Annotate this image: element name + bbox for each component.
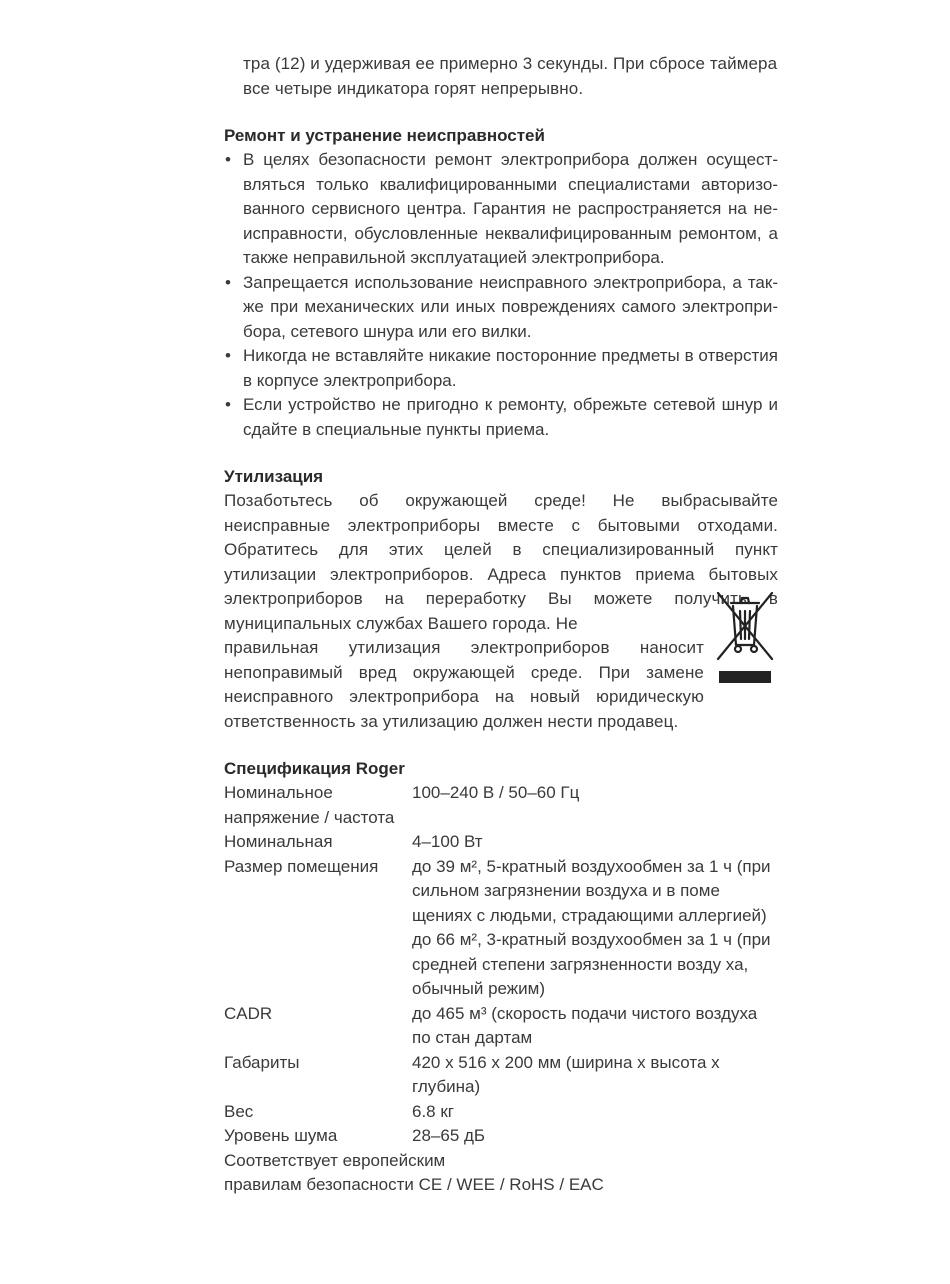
bullet-dot-icon: • — [225, 395, 231, 414]
spec-value: 6.8 кг — [412, 1101, 454, 1121]
spec-value: до 465 м³ (скорость подачи чистого воздуха по стан дартам — [412, 1003, 758, 1047]
repair-heading: Ремонт и устранение неисправностей — [224, 126, 545, 145]
repair-bullet-item — [224, 344, 778, 393]
repair-bullet-item — [224, 393, 778, 442]
spec-row — [224, 1124, 778, 1149]
repair-bullet-item — [224, 148, 778, 271]
spec-section — [224, 757, 778, 1198]
spec-value: 420 х 516 х 200 мм (ширина х высота х глубина) — [412, 1052, 720, 1096]
spec-row — [224, 855, 778, 1002]
spec-row — [224, 1100, 778, 1125]
spec-key: Габариты — [224, 1052, 300, 1072]
repair-bullet-item — [224, 271, 778, 345]
repair-bullet-text: Если устройство не пригодно к ремонту, обрежьте сетевой шнур и сдайте в специальные пункты приема. — [243, 395, 778, 439]
repair-bullet-list — [224, 148, 778, 442]
spec-row — [224, 781, 778, 830]
compliance-line-1: Соответствует европейским — [224, 1150, 446, 1170]
intro-line-2: все четыре индикатора горят непрерывно. — [243, 78, 584, 98]
repair-section — [224, 124, 778, 442]
spec-key: Номинальная — [224, 832, 333, 851]
spec-key: Вес — [224, 1101, 254, 1121]
intro-paragraph — [224, 52, 778, 101]
disposal-heading: Утилизация — [224, 467, 324, 486]
spec-row — [224, 1051, 778, 1100]
spec-key: CADR — [224, 1003, 273, 1023]
spec-key: Уровень шума — [224, 1126, 338, 1145]
repair-bullet-text: В целях безопасности ремонт электроприбора должен осуществляться только квалифицированными специалистами авторизованного сервисного центра. Гарантия не распространяется на неисправности, обусловленные неквалифицированным ремонтом, а также неправильной эксплуатацией электроприбора. — [243, 150, 778, 267]
repair-bullet-text: Никогда не вставляйте никакие посторонние предметы в отверстия в корпусе электроприбора. — [243, 346, 778, 390]
disposal-text-full: Позаботьтесь об окружающей среде! Не выбрасывайте неисправные электроприборы вместе с бытовыми отходами. Обратитесь для этих целей в специализированный пункт утилизации электроприборов. Адреса пунктов приема бытовых электроприборов на переработку Вы можете получить в муниципальных службах Вашего города. Не — [224, 491, 778, 633]
bin-underline-bar — [719, 671, 771, 683]
spec-heading: Спецификация Roger — [224, 759, 405, 778]
repair-bullet-text: Запрещается использование неисправного электроприбора, а также при механических или иных повреждениях самого электроприбора, сетевого шнура или его вилки. — [243, 272, 778, 341]
bullet-dot-icon: • — [225, 346, 231, 365]
spec-key: Номинальное напряжение / частота — [224, 783, 395, 827]
manual-page — [224, 52, 778, 1198]
spec-value: 100–240 В / 50–60 Гц — [412, 783, 580, 802]
spec-table — [224, 781, 778, 1149]
intro-line-1: тра (12) и удерживая ее примерно 3 секунды. При сбросе таймера — [243, 54, 778, 73]
disposal-text-narrow: правильная утилизация электроприборов наносит непоправимый вред окружающей среде. При замене неисправного электроприбора на новый юридическую ответственность за утилизацию должен нести продавец. — [224, 638, 704, 731]
compliance-line-2: правилам безопасности CE / WEE / RoHS / EAC — [224, 1175, 604, 1194]
spec-value: до 39 м², 5-кратный воздухообмен за 1 ч (при сильном загрязнении воздуха и в поме щениях с людьми, страдающими аллергией) до 66 м², 3-кратный воздухообмен за 1 ч (при средней степени загрязненности возду ха, обычный режим) — [412, 856, 771, 998]
spec-key: Размер помещения — [224, 856, 379, 876]
spec-value: 4–100 Вт — [412, 832, 483, 851]
bullet-dot-icon: • — [225, 272, 231, 292]
crossed-out-wheelie-bin-icon — [714, 587, 776, 683]
bullet-dot-icon: • — [225, 150, 231, 169]
spec-row — [224, 1002, 778, 1051]
spec-value: 28–65 дБ — [412, 1126, 486, 1145]
spec-row — [224, 830, 778, 855]
disposal-section — [224, 465, 778, 734]
